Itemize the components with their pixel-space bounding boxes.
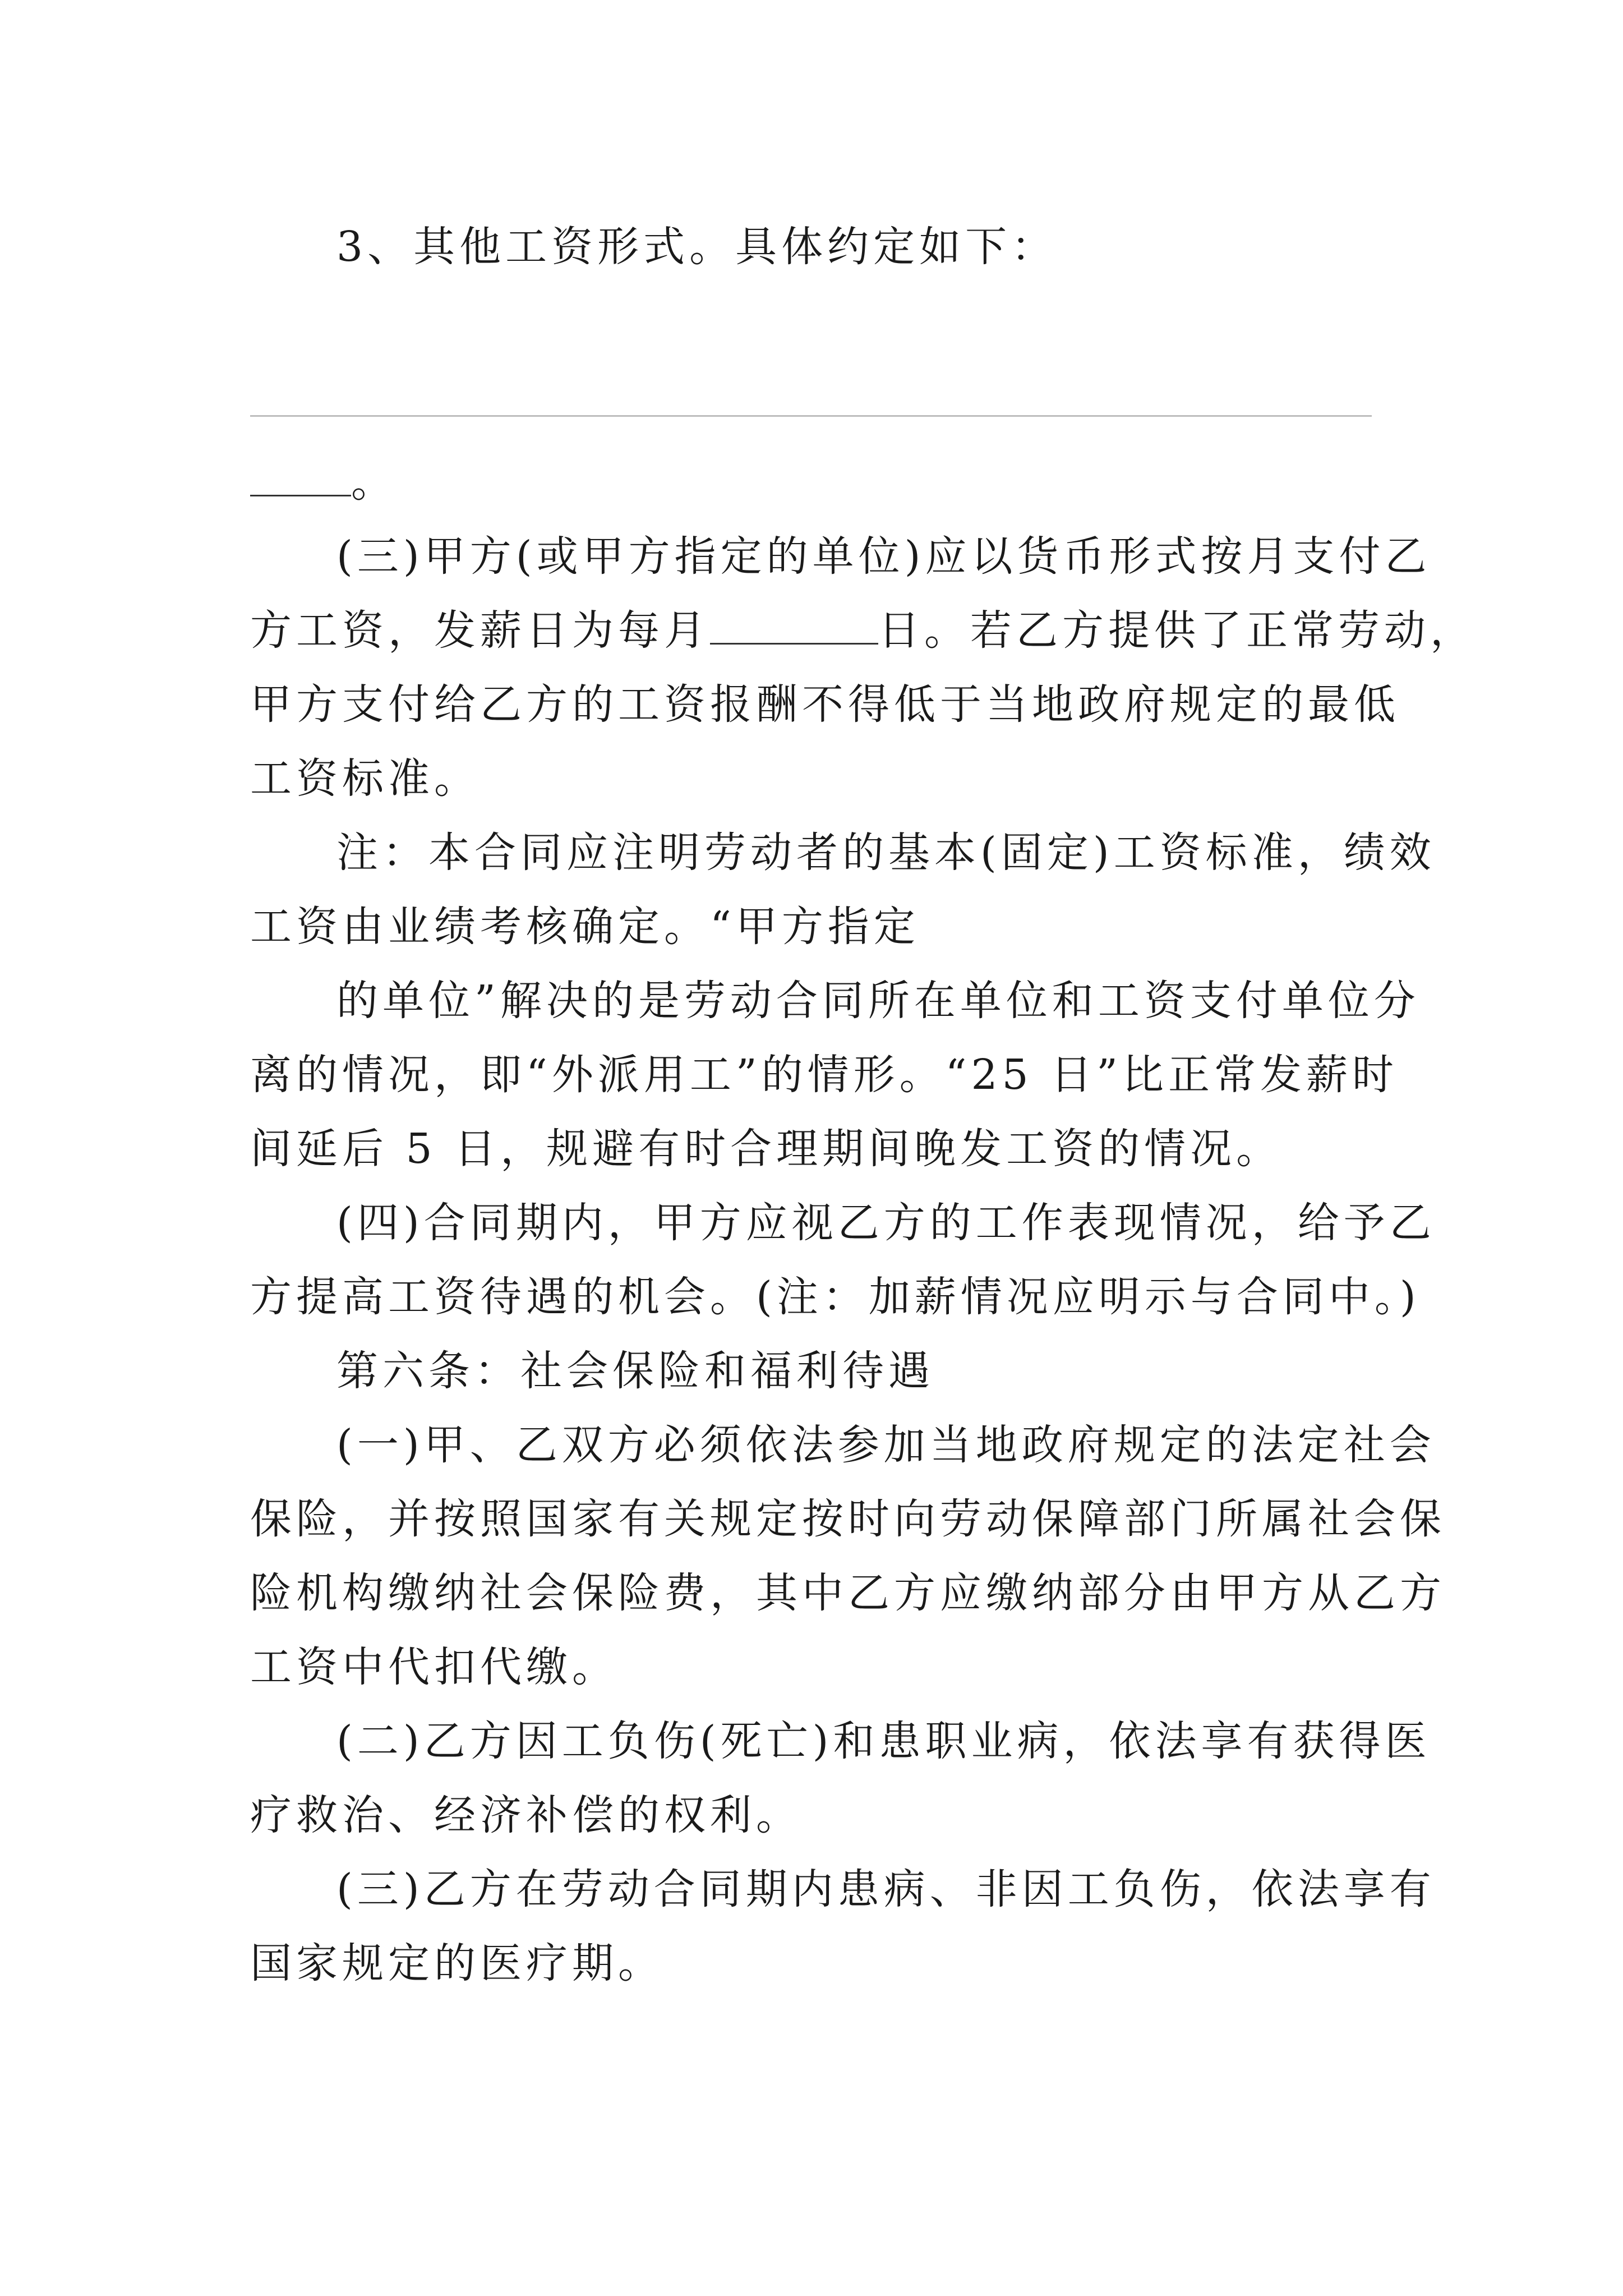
text-line: 间延后 5 日，规避有时合理期间晚发工资的情况。 — [250, 1125, 1283, 1173]
text-line: 疗救治、经济补偿的权利。 — [250, 1791, 802, 1839]
text-line: 方提高工资待遇的机会。(注：加薪情况应明示与合同中。) — [250, 1273, 1421, 1321]
fill-in-blank — [710, 607, 878, 645]
text-line: 注：本合同应注明劳动者的基本(固定)工资标准，绩效 — [336, 829, 1436, 877]
text-line: (二)乙方因工负伤(死亡)和患职业病，依法享有获得医 — [336, 1717, 1431, 1765]
text-line — [250, 454, 397, 510]
text-line: 离的情况，即“外派用工”的情形。“25 日”比正常发薪时 — [250, 1051, 1399, 1099]
line-text: 日。若乙方提供了正常劳动， — [878, 606, 1476, 655]
text-line: 工资标准。 — [250, 754, 480, 803]
text-line: 险机构缴纳社会保险费，其中乙方应缴纳部分由甲方从乙方 — [250, 1569, 1446, 1617]
fill-in-line — [250, 415, 1372, 417]
text-line: 甲方支付给乙方的工资报酬不得低于当地政府规定的最低 — [250, 680, 1400, 729]
text-line: (四)合同期内，甲方应视乙方的工作表现情况，给予乙 — [336, 1199, 1436, 1247]
line-text: 方工资，发薪日为每月 — [250, 606, 710, 655]
text-line: 工资中代扣代缴。 — [250, 1643, 618, 1691]
text-line: 3、其他工资形式。具体约定如下： — [336, 223, 1058, 271]
text-line — [250, 602, 1476, 659]
text-line: (三)乙方在劳动合同期内患病、非因工负伤，依法享有 — [336, 1865, 1436, 1913]
text-line: 国家规定的医疗期。 — [250, 1939, 664, 1987]
text-line: (三)甲方(或甲方指定的单位)应以货币形式按月支付乙 — [336, 532, 1431, 581]
text-line: 工资由业绩考核确定。“甲方指定 — [250, 903, 920, 951]
text-line: 的单位”解决的是劳动合同所在单位和工资支付单位分 — [336, 977, 1420, 1025]
fill-in-blank — [250, 459, 351, 496]
text-line: (一)甲、乙双方必须依法参加当地政府规定的法定社会 — [336, 1421, 1436, 1469]
section-heading: 第六条：社会保险和福利待遇 — [336, 1347, 934, 1395]
text-line: 保险，并按照国家有关规定按时向劳动保障部门所属社会保 — [250, 1495, 1446, 1543]
line-text: 。 — [351, 458, 397, 507]
